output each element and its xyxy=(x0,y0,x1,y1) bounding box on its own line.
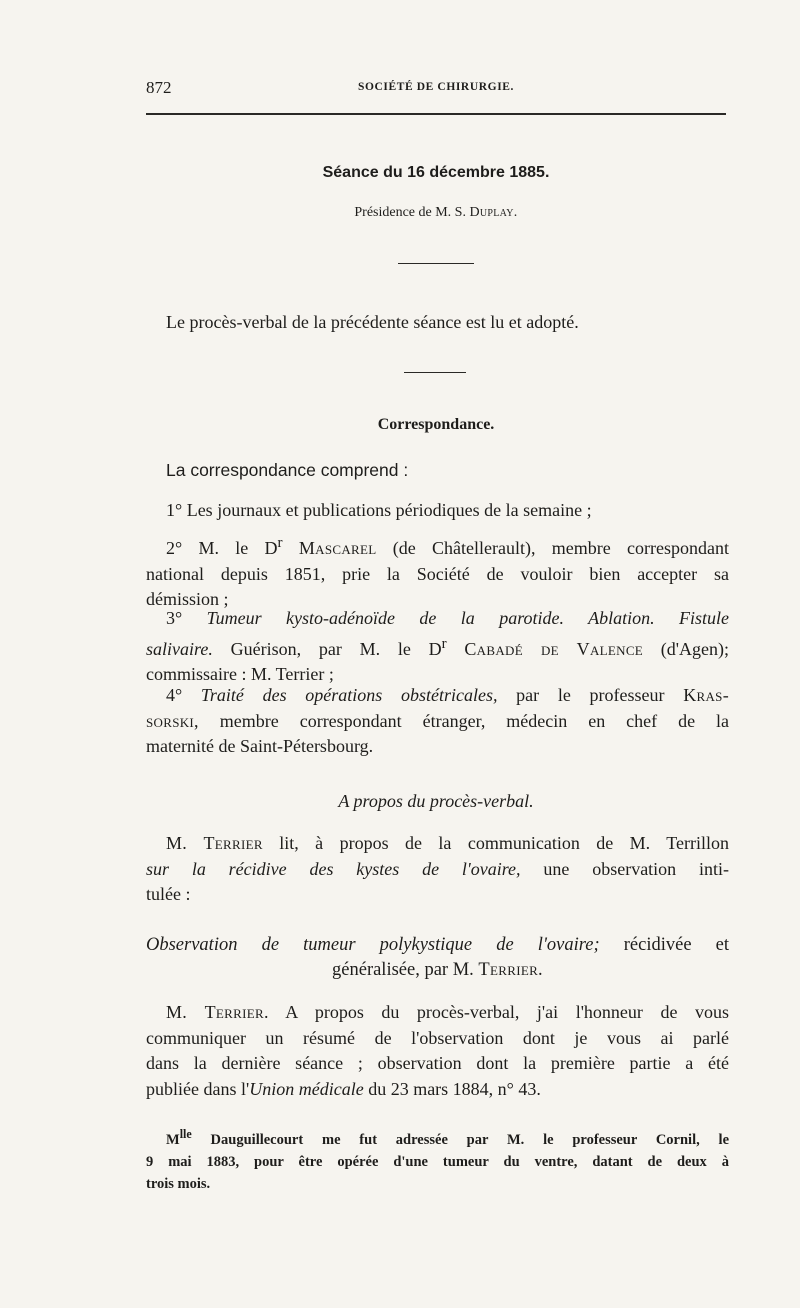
correspondence-item-4 xyxy=(146,683,729,760)
item4-text2: membre correspondant étranger, médecin en chef de la xyxy=(198,710,729,731)
item3-title: Tumeur kysto-adénoïde de la parotide. Ablation. Fistule xyxy=(206,608,729,628)
item3-line2 xyxy=(146,632,729,663)
obs-title-name: Terrier. xyxy=(478,960,543,980)
obs-title-italic: Observation de tumeur polykystique de l'ovaire; xyxy=(146,935,600,955)
item3-text: Guérison, par M. le D xyxy=(212,638,442,659)
terrier-paragraph xyxy=(146,1000,729,1102)
item3-title2: salivaire. xyxy=(146,638,213,659)
item2-text: 2° M. le D xyxy=(166,538,278,558)
case-sup: lle xyxy=(179,1127,192,1141)
header-rule xyxy=(146,113,726,115)
obs-title-line2 xyxy=(146,958,729,983)
item2-line1 xyxy=(146,531,729,562)
item2-sup: r xyxy=(277,535,283,551)
terrier-text4: publiée dans l' xyxy=(146,1078,250,1099)
item3-name: Cabadé de Valence xyxy=(464,638,644,659)
terrier-reading-paragraph xyxy=(146,831,729,908)
apropos-text1: lit, à propos de la communication de M. Terrillon xyxy=(262,833,729,853)
item4-text: par le professeur xyxy=(497,685,684,705)
terrier-para-name: M. Terrier. xyxy=(166,1002,269,1022)
item3-text2: (d'Agen); xyxy=(643,638,730,659)
observation-title xyxy=(146,933,729,983)
case-line3: trois mois. xyxy=(146,1175,211,1192)
presidency-line xyxy=(146,205,726,221)
obs-title-text: généralisée, par M. xyxy=(332,960,479,980)
terrier-line2: communiquer un résumé de l'observation dont je vous ai parlé xyxy=(146,1027,729,1048)
item3-line1 xyxy=(146,606,729,632)
item4-title: Traité des opérations obstétricales, xyxy=(200,685,498,705)
item4-line2 xyxy=(146,709,729,735)
item4-name: Kras- xyxy=(683,685,729,705)
item4-line1 xyxy=(146,683,729,709)
item2-line2: national depuis 1851, prie la Société de vouloir bien accepter sa xyxy=(146,563,729,584)
correspondence-item-2 xyxy=(146,531,729,613)
terrier-name: M. Terrier xyxy=(166,833,263,853)
minutes-adopted: Le procès-verbal de la précédente séance est lu et adopté. xyxy=(166,312,579,332)
terrier-line4 xyxy=(146,1077,729,1103)
terrier-text4b: du 23 mars 1884, n° 43. xyxy=(363,1078,541,1099)
item2-name: Mascarel xyxy=(298,538,377,558)
apropos-italic: sur la récidive des kystes de l'ovaire, xyxy=(146,858,521,879)
correspondence-item-3 xyxy=(146,606,729,688)
case-line1 xyxy=(146,1123,729,1151)
correspondence-intro xyxy=(146,458,729,484)
obs-title-rest: récidivée et xyxy=(599,935,729,955)
page-number: 872 xyxy=(146,78,172,97)
case-text1: Dauguillecourt me fut adressée par M. le professeur Cornil, le xyxy=(191,1131,729,1148)
apropos-line3: tulée : xyxy=(146,884,191,904)
correspondence-heading: Correspondance. xyxy=(377,416,495,433)
item4-name2: sorski, xyxy=(146,710,199,731)
case-m: M xyxy=(166,1131,180,1148)
presidency-prefix: Présidence de M. S. xyxy=(354,205,470,220)
item2-line3: démission ; xyxy=(146,589,229,609)
apropos-heading: A propos du procès-verbal. xyxy=(338,791,534,811)
union-medicale: Union médicale xyxy=(249,1078,364,1099)
page-header xyxy=(146,78,726,102)
item4-num: 4° xyxy=(166,685,201,705)
item3-num: 3° xyxy=(166,608,207,628)
item1-text: 1° Les journaux et publications périodiques de la semaine ; xyxy=(166,500,592,520)
item3-line3: commissaire : M. Terrier ; xyxy=(146,664,334,684)
terrier-line3: dans la dernière séance ; observation dont la première partie a été xyxy=(146,1053,729,1073)
item4-line3: maternité de Saint-Pétersbourg. xyxy=(146,736,374,756)
apropos-text2: une observation inti- xyxy=(520,858,730,879)
apropos-line2 xyxy=(146,857,729,883)
divider-rule xyxy=(398,263,474,264)
terrier-line1 xyxy=(146,1000,729,1026)
running-title: SOCIÉTÉ DE CHIRURGIE. xyxy=(357,81,515,93)
correspondence-item-1 xyxy=(146,498,729,524)
terrier-text1: A propos du procès-verbal, j'ai l'honneur de vous xyxy=(268,1002,729,1022)
apropos-line1 xyxy=(146,831,729,857)
divider-rule xyxy=(404,372,466,373)
session-title: Séance du 16 décembre 1885. xyxy=(322,164,550,181)
president-name: Duplay. xyxy=(469,205,518,220)
item2-text2: (de Châtellerault), membre correspondant xyxy=(376,538,729,558)
case-paragraph xyxy=(146,1123,729,1195)
obs-title-line1 xyxy=(146,933,729,958)
case-line2: 9 mai 1883, pour être opérée d'une tumeur du ventre, datant de deux à xyxy=(146,1153,729,1170)
correspondence-intro-text: La correspondance comprend : xyxy=(166,460,409,480)
item3-sup: r xyxy=(441,635,447,652)
